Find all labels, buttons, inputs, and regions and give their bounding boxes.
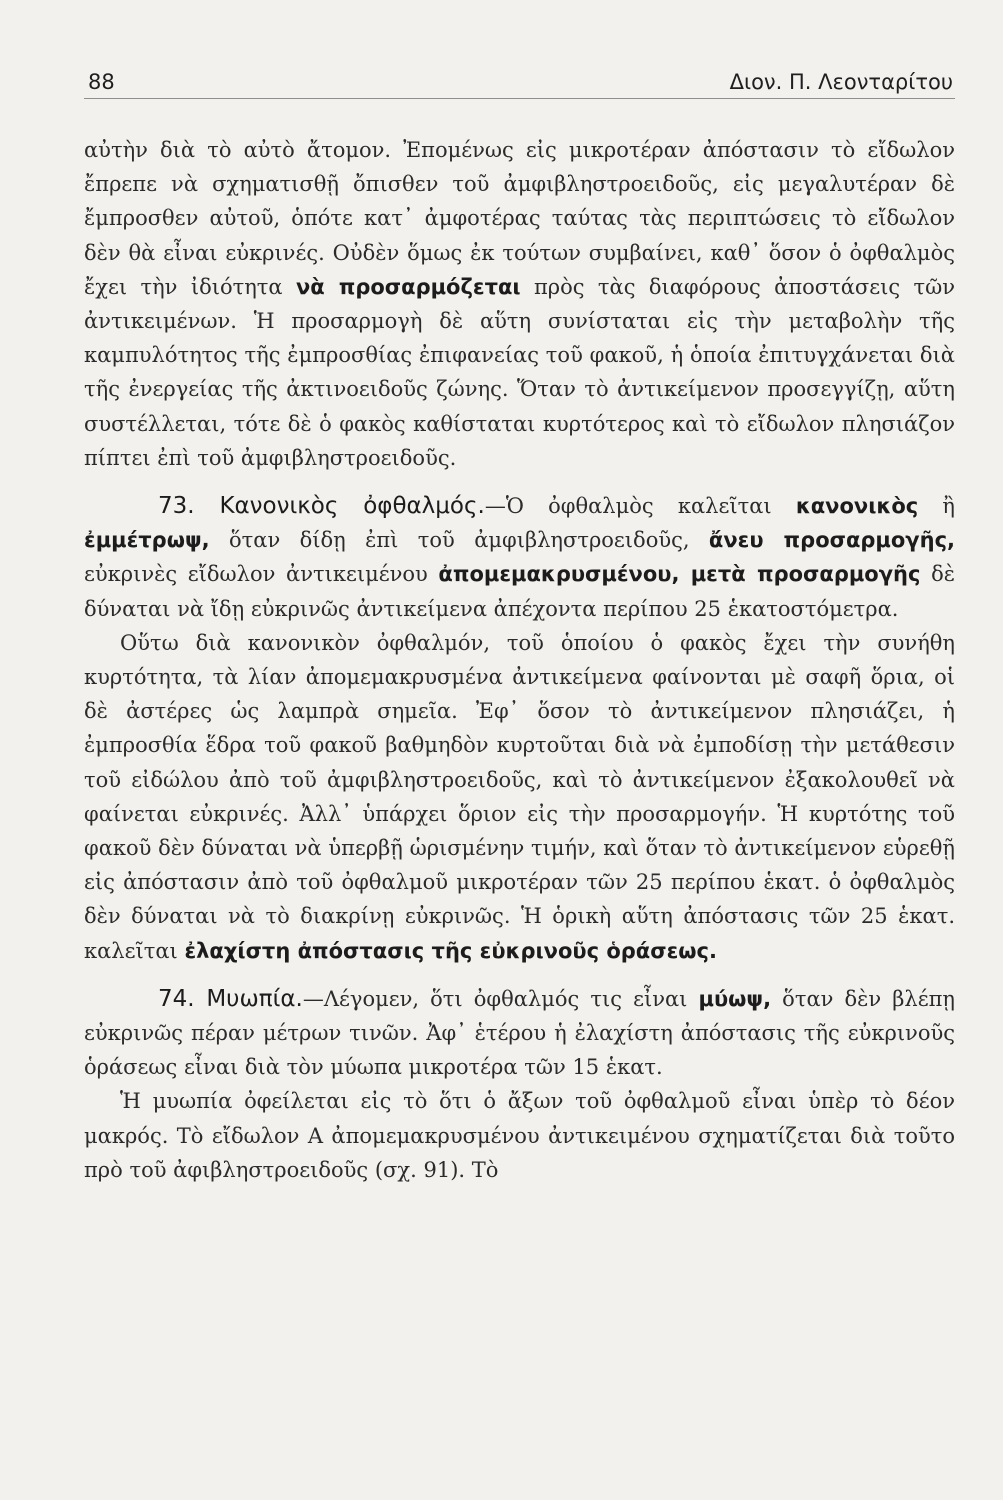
section-73: 73. Κανονικὸς ὀφθαλμός.—Ὁ ὀφθαλμὸς καλεῖται κανονικὸς ἢ ἐμμέτρωψ, ὅταν δίδῃ ἐπὶ τοῦ ἀμφιβληστροειδοῦς, ἄνευ προσαρμογῆς, εὐκρινὲς εἴδωλον ἀντικειμένου ἀπομεμακρυσμένου, μετὰ προσαρμογῆς δὲ δύναται νὰ ἴδῃ εὐκρινῶς ἀντικείμενα ἀπέχοντα περίπου 25 ἑκατοστόμετρα. — [84, 493, 956, 621]
body-text — [84, 133, 955, 1187]
emphasis-term: ἀπομεμακρυσμένου, μετὰ προσαρμογῆς — [438, 562, 921, 587]
section-title: Μυωπία. — [206, 985, 303, 1012]
paragraph-normal-eye: Οὕτω διὰ κανονικὸν ὀφθαλμόν, τοῦ ὁποίου ὁ φακὸς ἔχει τὴν συνήθη κυρτότητα, τὰ λίαν ἀπομεμακρυσμένα ἀντικείμενα φαίνονται μὲ σαφῆ ὅρια, οἱ δὲ ἀστέρες ὡς λαμπρὰ σημεῖα. Ἐφ᾽ ὅσον τὸ ἀντικείμενον πλησιάζει, ἡ ἐμπροσθία ἕδρα τοῦ φακοῦ βαθμηδὸν κυρτοῦται διὰ νὰ ἐμποδίσῃ τὴν μετάθεσιν τοῦ εἰδώλου ἀπὸ τοῦ ἀμφιβληστροειδοῦς, καὶ τὸ ἀντικείμενον ἐξακολουθεῖ νὰ φαίνεται εὐκρινές. Ἀλλ᾽ ὑπάρχει ὅριον εἰς τὴν προσαρμογήν. Ἡ κυρτότης τοῦ φακοῦ δὲν δύναται νὰ ὑπερβῇ ὡρισμένην τιμήν, καὶ ὅταν τὸ ἀντικείμενον εὑρεθῇ εἰς ἀπόστασιν ἀπὸ τοῦ ὀφθαλμοῦ μικροτέραν τῶν 25 περίπου ἑκατ. ὁ ὀφθαλμὸς δὲν δύναται νὰ τὸ διακρίνῃ εὐκρινῶς. Ἡ ὁρικὴ αὕτη ἀπόστασις τῶν 25 ἑκατ. καλεῖται ἐλαχίστη ἀπόστασις τῆς εὐκρινοῦς ὁράσεως. — [84, 630, 955, 963]
section-number: 74. — [158, 985, 195, 1012]
emphasis-term: ἄνευ προσαρμογῆς, — [708, 528, 955, 553]
paragraph-accommodation: αὐτὴν διὰ τὸ αὐτὸ ἄτομον. Ἐπομένως εἰς μικροτέραν ἀπόστασιν τὸ εἴδωλον ἔπρεπε νὰ σχηματισθῇ ὄπισθεν τοῦ ἀμφιβληστροειδοῦς, εἰς μεγαλυτέραν δὲ ἔμπροσθεν αὐτοῦ, ὁπότε κατ᾽ ἀμφοτέρας ταύτας τὰς περιπτώσεις τὸ εἴδωλον δὲν θὰ εἶναι εὐκρινές. Οὐδὲν ὅμως ἐκ τούτων συμβαίνει, καθ᾽ ὅσον ὁ ὀφθαλμὸς ἔχει τὴν ἰδιότητα νὰ προσαρμόζεται πρὸς τὰς διαφόρους ἀποστάσεις τῶν ἀντικειμένων. Ἡ προσαρμογὴ δὲ αὕτη συνίσταται εἰς τὴν μεταβολὴν τῆς καμπυλότητος τῆς ἐμπροσθίας ἐπιφανείας τοῦ φακοῦ, ἡ ὁποία ἐπιτυγχάνεται διὰ τῆς ἐνεργείας τῆς ἀκτινοειδοῦς ζώνης. Ὅταν τὸ ἀντικείμενον προσεγγίζῃ, αὕτη συστέλλεται, τότε δὲ ὁ φακὸς καθίσταται κυρτότερος καὶ τὸ εἴδωλον πλησιάζον πίπτει ἐπὶ τοῦ ἀμφιβληστροειδοῦς. — [84, 138, 955, 470]
section-title: Κανονικὸς ὀφθαλμός. — [219, 493, 485, 520]
section-heading — [158, 493, 485, 519]
emphasis-term: ἐλαχίστη ἀπόστασις τῆς εὐκρινοῦς ὁράσεως. — [184, 938, 717, 963]
emphasis-term: νὰ προσαρμόζεται — [295, 274, 521, 299]
page-number: 88 — [88, 70, 115, 94]
section-heading — [158, 986, 303, 1012]
emphasis-term: μύωψ, — [698, 986, 772, 1011]
section-74: 74. Μυωπία.—Λέγομεν, ὅτι ὀφθαλμός τις εἶναι μύωψ, ὅταν δὲν βλέπῃ εὐκρινῶς πέραν μέτρων τινῶν. Ἀφ᾽ ἑτέρου ἡ ἐλαχίστη ἀπόστασις τῆς εὐκρινοῦς ὁράσεως εἶναι διὰ τὸν μύωπα μικροτέρα τῶν 15 ἑκατ. — [84, 985, 956, 1080]
section-number: 73. — [158, 493, 195, 520]
page-header — [84, 68, 955, 99]
paragraph-myopia-cause: Ἡ μυωπία ὀφείλεται εἰς τὸ ὅτι ὁ ἄξων τοῦ ὀφθαλμοῦ εἶναι ὑπὲρ τὸ δέον μακρός. Τὸ εἴδωλον Α ἀπομεμακρυσμένου ἀντικειμένου σχηματίζεται διὰ τοῦτο πρὸ τοῦ ἀφιβληστροειδοῦς (σχ. 91). Τὸ — [84, 1089, 955, 1182]
emphasis-term: κανονικὸς — [795, 494, 919, 519]
emphasis-term: ἐμμέτρωψ, — [84, 528, 210, 553]
running-head-author: Διον. Π. Λεονταρίτου — [729, 70, 953, 94]
